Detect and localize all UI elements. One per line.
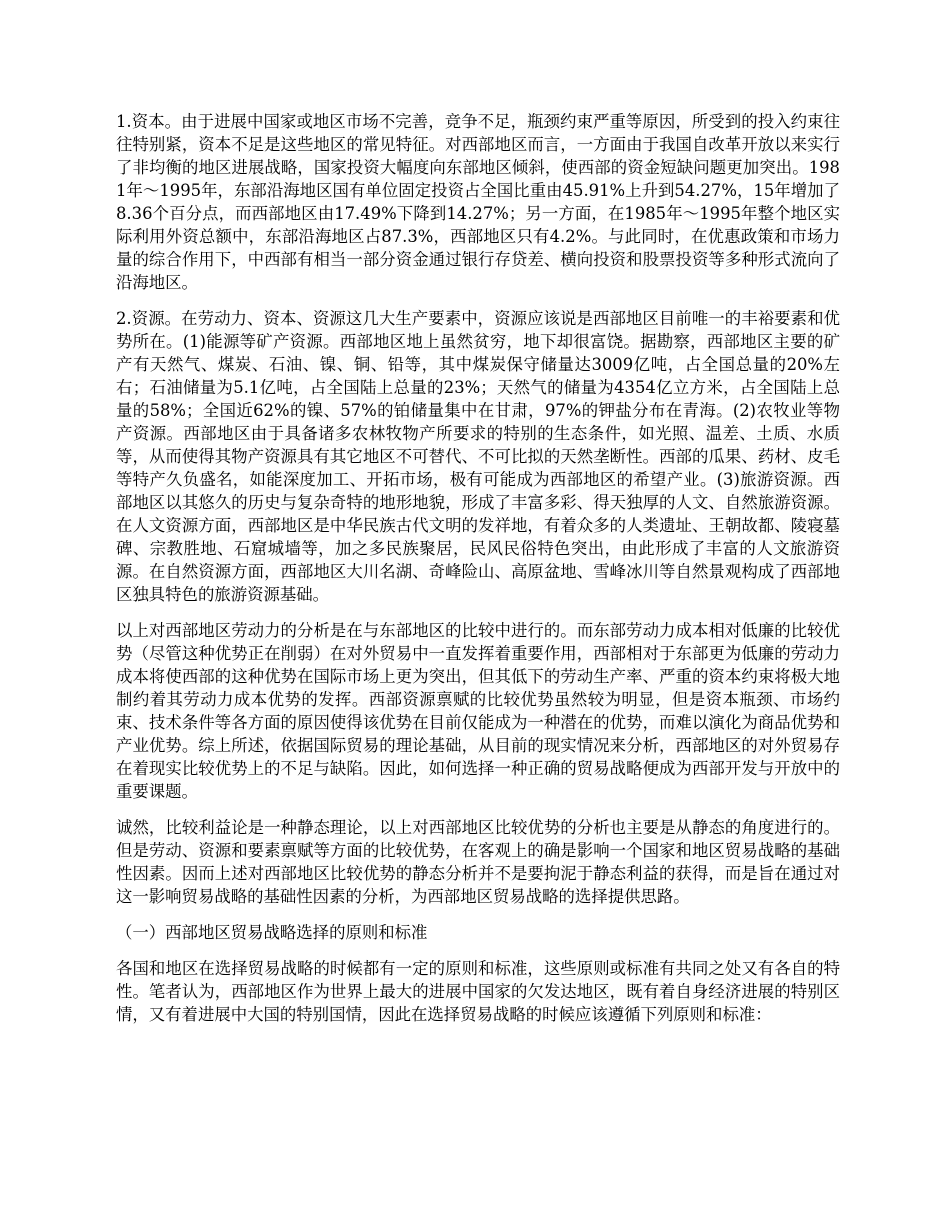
paragraph-resources: 2.资源。在劳动力、资本、资源这几大生产要素中，资源应该说是西部地区目前唯一的丰裕要素和优势所在。(1)能源等矿产资源。西部地区地上虽然贫穷，地下却很富饶。据勘察，西部地区主要的矿产有天然气、煤炭、石油、镍、铜、铅等，其中煤炭保守储量达3009亿吨，占全国总量的20%左右；石油储量为5.1亿吨，占全国陆上总量的23%；天然气的储量为4354亿立方米，占全国陆上总量的58%；全国近62%的镍、57%的铂储量集中在甘肃，97%的钾盐分布在青海。(2)农牧业等物产资源。西部地区由于具备诸多农林牧物产所要求的特别的生态条件，如光照、温差、土质、水质等，从而使得其物产资源具有其它地区不可替代、不可比拟的天然垄断性。西部的瓜果、药材、皮毛等特产久负盛名，如能深度加工、开拓市场，极有可能成为西部地区的希望产业。(3)旅游资源。西部地区以其悠久的历史与复杂奇特的地形地貌，形成了丰富多彩、得天独厚的人文、自然旅游资源。在人文资源方面，西部地区是中华民族古代文明的发祥地，有着众多的人类遗址、王朝故都、陵寝墓碑、宗教胜地、石窟城墙等，加之多民族聚居，民风民俗特色突出，由此形成了丰富的人文旅游资源。在自然资源方面，西部地区大川名湖、奇峰险山、高原盆地、雪峰冰川等自然景观构成了西部地区独具特色的旅游资源基础。 (116, 309, 840, 604)
paragraph-labor-analysis: 以上对西部地区劳动力的分析是在与东部地区的比较中进行的。而东部劳动力成本相对低廉的比较优势（尽管这种优势正在削弱）在对外贸易中一直发挥着重要作用，西部相对于东部更为低廉的劳动力成本将使西部的这种优势在国际市场上更为突出，但其低下的劳动生产率、严重的资本约束将极大地制约着其劳动力成本优势的发挥。西部资源禀赋的比较优势虽然较为明显，但是资本瓶颈、市场约束、技术条件等各方面的原因使得该优势在目前仅能成为一种潜在的优势，而难以演化为商品优势和产业优势。综上所述，依据国际贸易的理论基础，从目前的现实情况来分析，西部地区的对外贸易存在着现实比较优势上的不足与缺陷。因此，如何选择一种正确的贸易战略便成为西部开发与开放中的重要课题。 (116, 621, 840, 801)
paragraph-comparative-advantage: 诚然，比较利益论是一种静态理论，以上对西部地区比较优势的分析也主要是从静态的角度进行的。但是劳动、资源和要素禀赋等方面的比较优势，在客观上的确是影响一个国家和地区贸易战略的基础性因素。因而上述对西部地区比较优势的静态分析并不是要拘泥于静态利益的获得，而是旨在通过对这一影响贸易战略的基础性因素的分析，为西部地区贸易战略的选择提供思路。 (116, 818, 840, 906)
paragraph-principles: 各国和地区在选择贸易战略的时候都有一定的原则和标准，这些原则或标准有共同之处又有各自的特性。笔者认为，西部地区作为世界上最大的进展中国家的欠发达地区，既有着自身经济进展的特别区情，又有着进展中大国的特别国情，因此在选择贸易战略的时候应该遵循下列原则和标准： (116, 959, 840, 1024)
paragraph-capital: 1.资本。由于进展中国家或地区市场不完善，竞争不足，瓶颈约束严重等原因，所受到的投入约束往往特别紧，资本不足是这些地区的常见特征。对西部地区而言，一方面由于我国自改革开放以来实行了非均衡的地区进展战略，国家投资大幅度向东部地区倾斜，使西部的资金短缺问题更加突出。1981年～1995年，东部沿海地区国有单位固定投资占全国比重由45.91%上升到54.27%，15年增加了8.36个百分点，而西部地区由17.49%下降到14.27%；另一方面，在1985年～1995年整个地区实际利用外资总额中，东部沿海地区占87.3%，西部地区只有4.2%。与此同时，在优惠政策和市场力量的综合作用下，中西部有相当一部分资金通过银行存贷差、横向投资和股票投资等多种形式流向了沿海地区。 (116, 112, 840, 292)
section-heading: （一）西部地区贸易战略选择的原则和标准 (116, 923, 428, 942)
document-body (116, 110, 840, 1039)
